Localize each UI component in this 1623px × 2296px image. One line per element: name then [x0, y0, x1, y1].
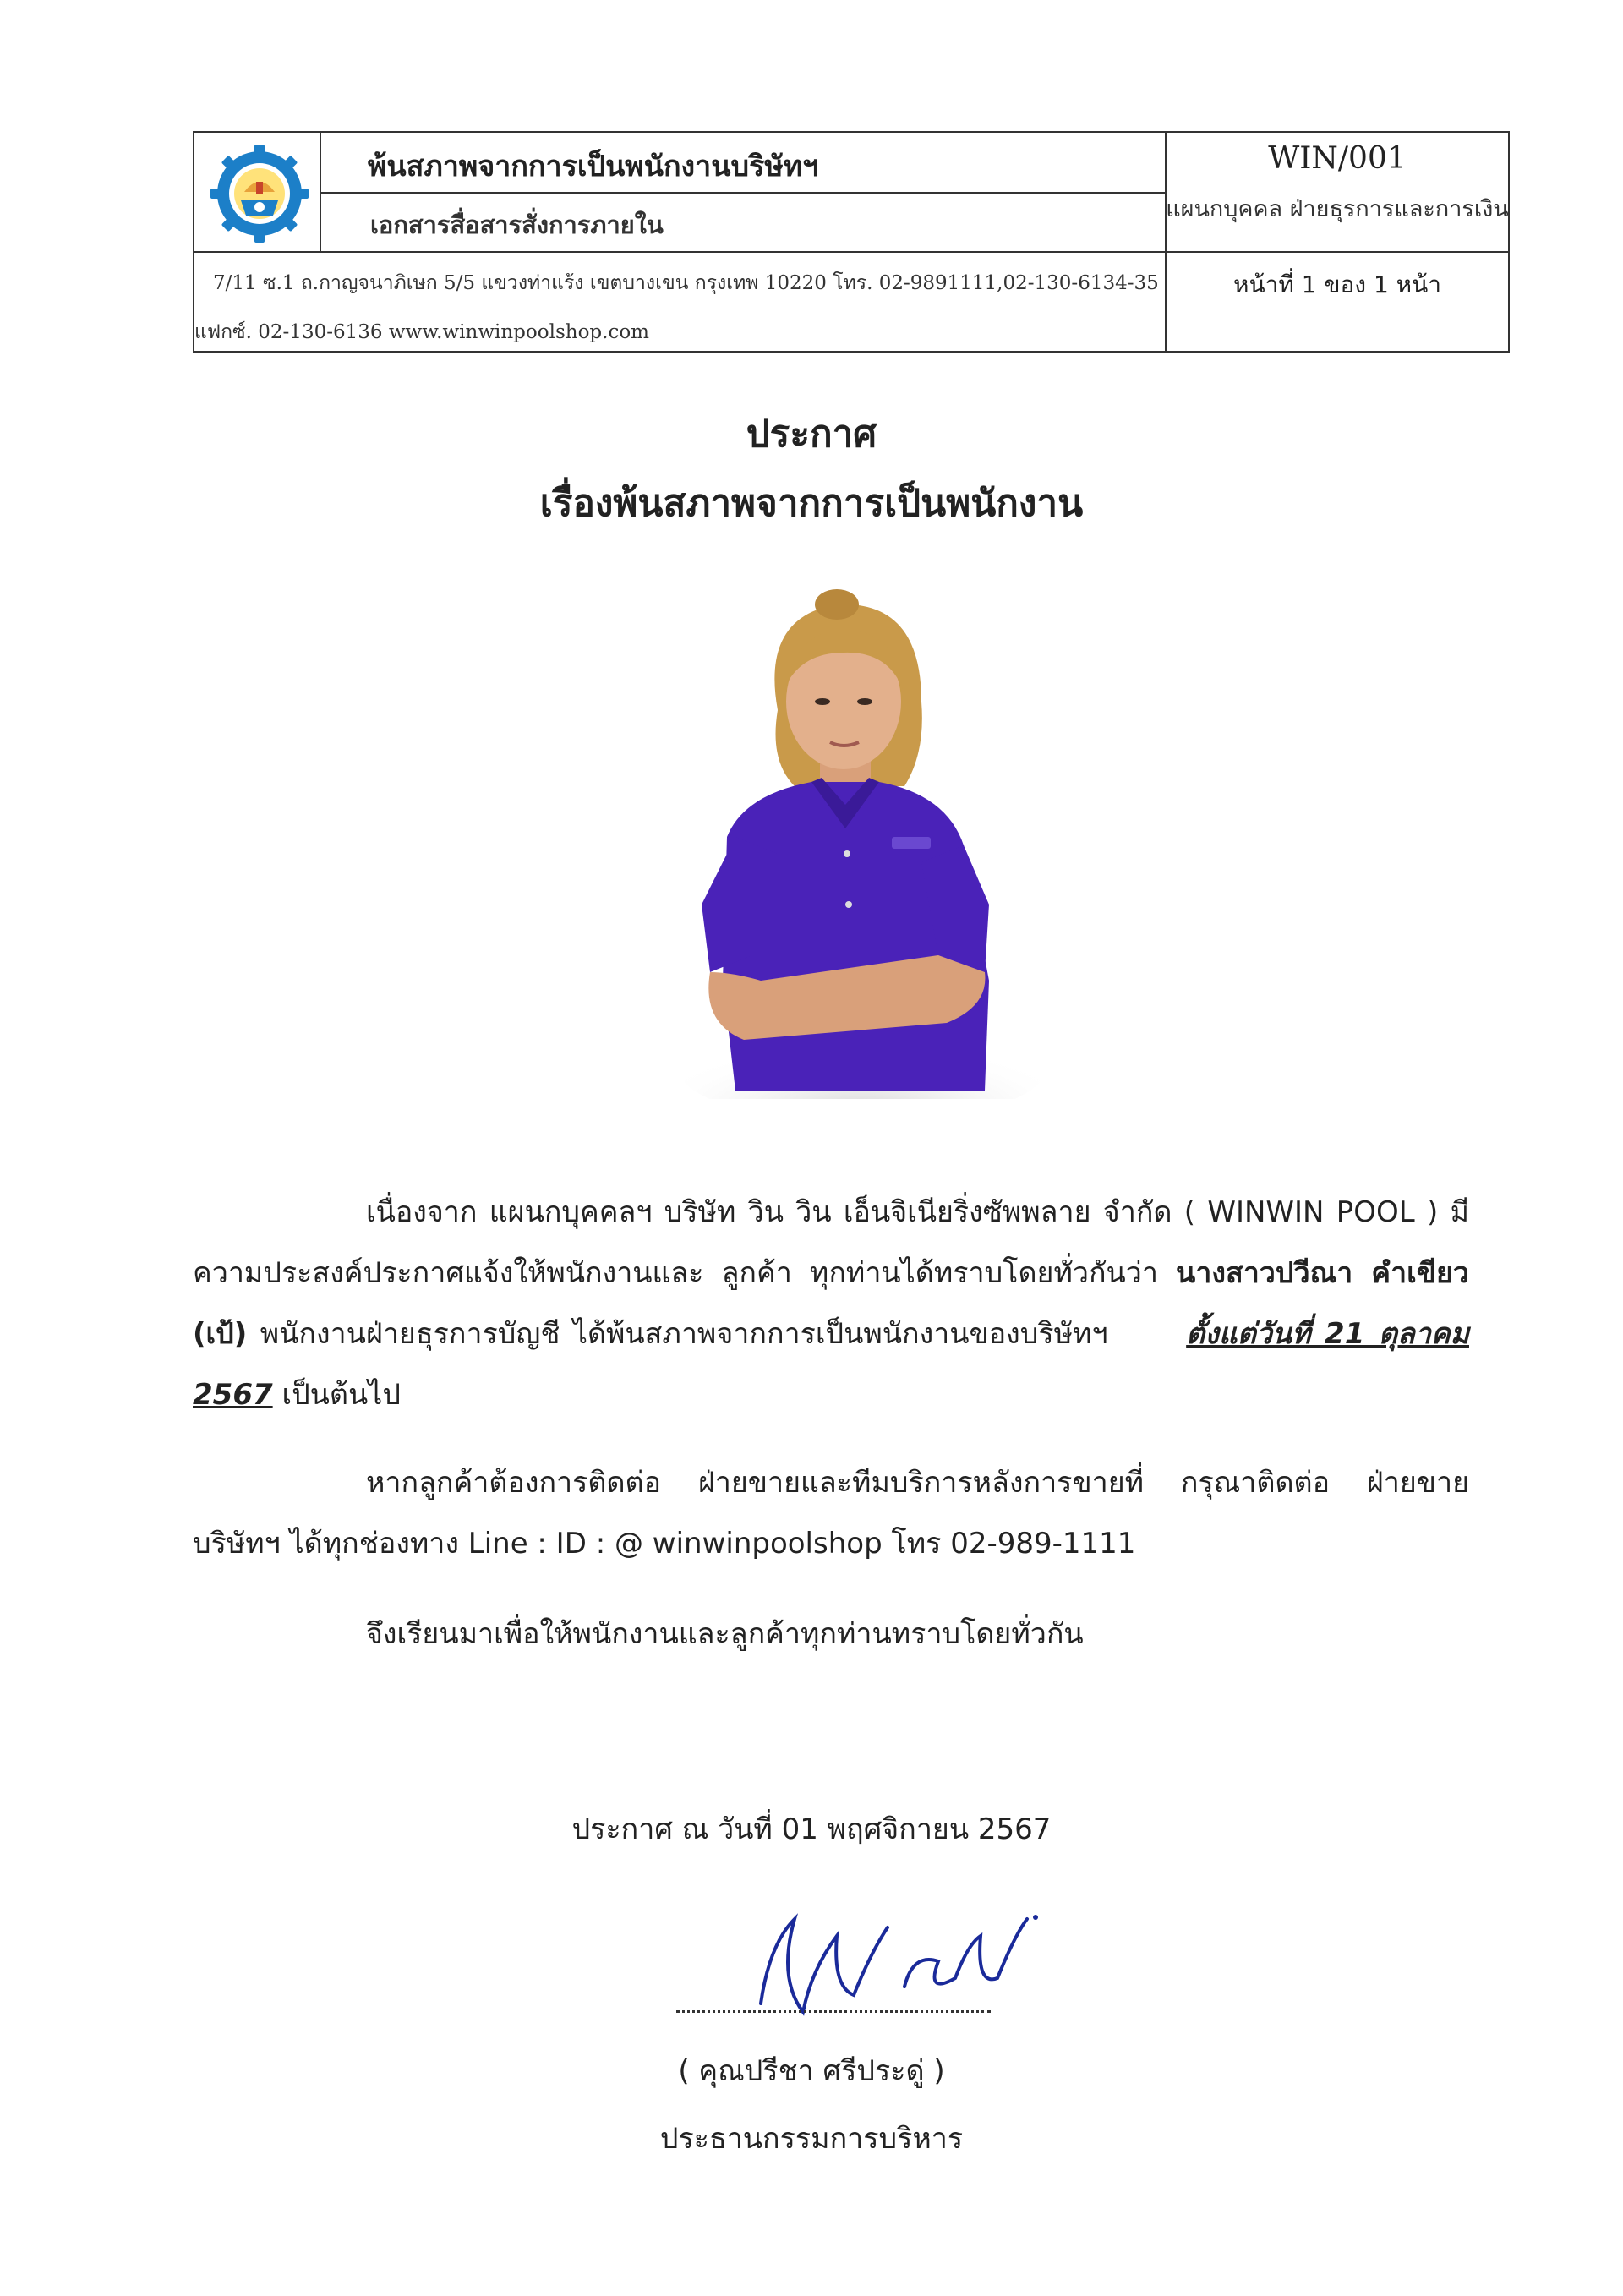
announcement-date: ประกาศ ณ วันที่ 01 พฤศจิกายน 2567 [571, 1812, 1052, 1846]
paragraph-1-position: พนักงานฝ่ายธุรการบัญชี ได้พ้นสภาพจากการเป็นพนักงานของบริษัทฯ [247, 1317, 1121, 1351]
company-logo [205, 143, 314, 244]
employee-name: นางสาวปวีณา คำเขียว (เป้) [193, 1256, 1469, 1351]
signature-line [676, 2010, 991, 2013]
header-title: พ้นสภาพจากการเป็นพนักงานบริษัทฯ [368, 150, 819, 183]
announcement-title: ประกาศ [746, 413, 877, 456]
header-subtitle: เอกสารสื่อสารสั่งการภายใน [370, 210, 664, 239]
employee-photo [651, 583, 1040, 1099]
signer-title: ประธานกรรมการบริหาร [659, 2122, 964, 2156]
signer-name: ( คุณปรีชา ศรีประดู่ ) [678, 2054, 945, 2088]
paragraph-1-text: เนื่องจาก แผนกบุคคลฯ บริษัท วิน วิน เอ็นจิเนียริ่งซัพพลาย จำกัด ( WINWIN POOL ) มีความประสงค์ประกาศแจ้งให้พนักงานและ ลูกค้า ทุกท่านได้ทราบโดยทั่วกันว่า [193, 1195, 1469, 1290]
effective-date: ตั้งแต่วันที่ 21 ตุลาคม 2567 [193, 1317, 1469, 1412]
announcement-closing: จึงเรียนมาเพื่อให้พนักงานและลูกค้าทุกท่านทราบโดยทั่วกัน [366, 1617, 1084, 1651]
announcement-paragraph-2 [193, 1452, 1469, 1574]
signature [744, 1902, 1048, 2037]
paragraph-2-text: หากลูกค้าต้องการติดต่อ ฝ่ายขายและทีมบริการหลังการขายที่ กรุณาติดต่อ ฝ่ายขาย บริษัทฯ ได้ทุกช่องทาง Line : ID : @ winwinpoolshop โทร 02-989-1111 [193, 1466, 1469, 1561]
page-info: หน้าที่ 1 ของ 1 หน้า [1233, 271, 1441, 298]
announcement-subject: เรื่องพ้นสภาพจากการเป็นพนักงาน [539, 482, 1084, 525]
paragraph-1-end: เป็นต้นไป [272, 1378, 401, 1412]
announcement-paragraph-1 [193, 1182, 1469, 1425]
document-code: WIN/001 [1268, 141, 1407, 176]
department-label: แผนกบุคคล ฝ่ายธุรการและการเงิน [1166, 196, 1509, 222]
document-header [193, 131, 1510, 353]
company-address: 7/11 ซ.1 ถ.กาญจนาภิเษก 5/5 แขวงท่าแร้ง เขตบางเขน กรุงเทพ 10220 โทร. 02-9891111,02-130-6134-35 [213, 272, 1159, 294]
company-fax-website: แฟกซ์. 02-130-6136 www.winwinpoolshop.com [194, 321, 649, 343]
